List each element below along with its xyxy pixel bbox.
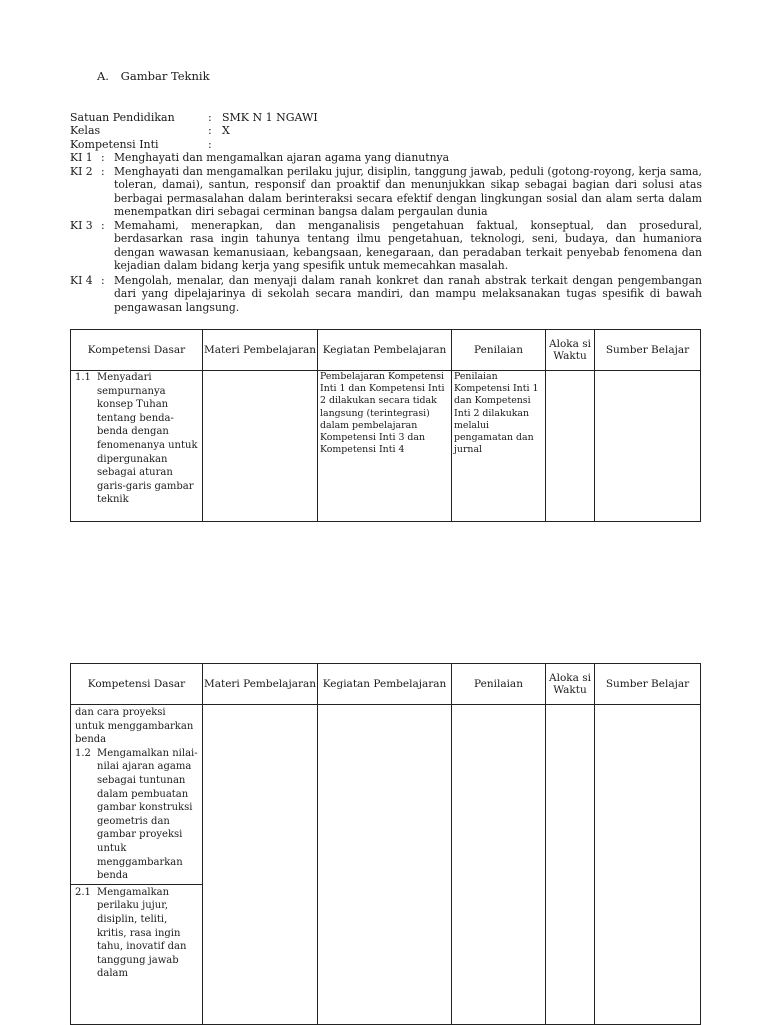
ki-text: Menghayati dan mengamalkan ajaran agama yang dianutnya [114, 151, 450, 164]
table-row [71, 705, 701, 1025]
ki-text: Menghayati dan mengamalkan perilaku jujur, disiplin, tanggung jawab, peduli (gotong-royong, kerja sama, toleran, damai), santun, responsif dan proaktif dan menunjukkan sikap sebagai bagian dari solusi atas berbagai permasalahan dalam berinteraksi secara efektif dengan lingkungan sosial dan alam serta dalam menempatkan diri sebagai cerminan bangsa dalam pergaulan dunia [114, 165, 702, 218]
table-header-row [71, 664, 701, 705]
kd-segment [71, 885, 202, 982]
ki-colon: : [101, 219, 105, 232]
meta-label: Kompetensi Inti [70, 138, 159, 151]
ki-colon: : [101, 165, 105, 178]
meta-colon: : [208, 111, 212, 124]
header-alokasi: Aloka si Waktu [546, 330, 595, 371]
meta-colon: : [208, 138, 212, 151]
header-penilaian: Penilaian [452, 330, 546, 371]
section-heading [97, 69, 210, 83]
kd-text: Mengamalkan nilai-nilai ajaran agama sebagai tuntunan dalam pembuatan gambar konstruksi geometris dan gambar proyeksi untuk menggambarkan benda [97, 747, 198, 882]
sumber-cell [595, 705, 701, 1025]
meta-value: X [222, 124, 230, 137]
ki-2 [70, 165, 702, 218]
kd-cell [71, 371, 203, 522]
ki-label: KI 3 [70, 219, 93, 232]
header-sumber: Sumber Belajar [595, 664, 701, 705]
kd-text: Menyadari sempurnanya konsep Tuhan tentang benda-benda dengan fenomenanya untuk dipergunakan sebagai aturan garis-garis gambar teknik [97, 372, 198, 506]
header-kd: Kompetensi Dasar [71, 330, 203, 371]
kegiatan-text: Pembelajaran Kompetensi Inti 1 dan Kompetensi Inti 2 dilakukan secara tidak langsung (terintegrasi) dalam pembelajaran Kompetensi Inti 3 dan Kompetensi Inti 4 [320, 371, 445, 456]
kd-continued-text: dan cara proyeksi untuk menggambarkan benda [75, 707, 194, 746]
ki-text: Mengolah, menalar, dan menyaji dalam ranah konkret dan ranah abstrak terkait dengan pengembangan dari yang dipelajarinya di sekolah secara mandiri, dan mampu melaksanakan tugas spesifik di bawah pengawasan langsung. [114, 274, 702, 314]
alokasi-cell [546, 705, 595, 1025]
header-materi: Materi Pembelajaran [203, 664, 318, 705]
ki-label: KI 1 [70, 151, 93, 164]
materi-cell [203, 371, 318, 522]
ki-colon: : [101, 151, 105, 164]
ki-4 [70, 274, 702, 314]
header-penilaian: Penilaian [452, 664, 546, 705]
header-alokasi: Aloka si Waktu [546, 664, 595, 705]
header-kd: Kompetensi Dasar [71, 664, 203, 705]
sumber-cell [595, 371, 701, 522]
kegiatan-cell [318, 705, 452, 1025]
kd-number: 1.2 [75, 747, 91, 759]
penilaian-cell [452, 705, 546, 1025]
header-kegiatan: Kegiatan Pembelajaran [318, 330, 452, 371]
kd-table-1 [70, 329, 701, 522]
meta-label: Satuan Pendidikan [70, 111, 175, 124]
ki-label: KI 2 [70, 165, 93, 178]
header-sumber: Sumber Belajar [595, 330, 701, 371]
table-header-row [71, 330, 701, 371]
kd-number: 1.1 [75, 372, 91, 383]
header-kegiatan: Kegiatan Pembelajaran [318, 664, 452, 705]
header-materi: Materi Pembelajaran [203, 330, 318, 371]
kd-number: 2.1 [75, 886, 91, 898]
ki-label: KI 4 [70, 274, 93, 287]
ki-3 [70, 219, 702, 272]
kegiatan-cell [318, 371, 452, 522]
penilaian-text: Penilaian Kompetensi Inti 1 dan Kompetensi Inti 2 dilakukan melalui pengamatan dan jurnal [454, 371, 539, 456]
meta-colon: : [208, 124, 212, 137]
section-number: A. [97, 69, 109, 83]
alokasi-cell [546, 371, 595, 522]
ki-text: Memahami, menerapkan, dan menganalisis pengetahuan faktual, konseptual, dan prosedural, berdasarkan rasa ingin tahunya tentang ilmu pengetahuan, teknologi, seni, budaya, dan humaniora dengan wawasan kemanusiaan, kebangsaan, kenegaraan, dan peradaban terkait penyebab fenomena dan kejadian dalam bidang kerja yang spesifik untuk memecahkan masalah. [114, 219, 702, 272]
kd-table-2 [70, 663, 701, 1025]
materi-cell [203, 705, 318, 1025]
ki-1 [70, 151, 702, 164]
kd-cell [71, 705, 203, 1025]
kd-text: Mengamalkan perilaku jujur, disiplin, teliti, kritis, rasa ingin tahu, inovatif dan tanggung jawab dalam [97, 886, 187, 980]
meta-label: Kelas [70, 124, 101, 137]
table-row [71, 371, 701, 522]
kd-segment [71, 705, 202, 885]
penilaian-cell [452, 371, 546, 522]
ki-colon: : [101, 274, 105, 287]
meta-value: SMK N 1 NGAWI [222, 111, 318, 124]
section-title: Gambar Teknik [120, 69, 210, 83]
